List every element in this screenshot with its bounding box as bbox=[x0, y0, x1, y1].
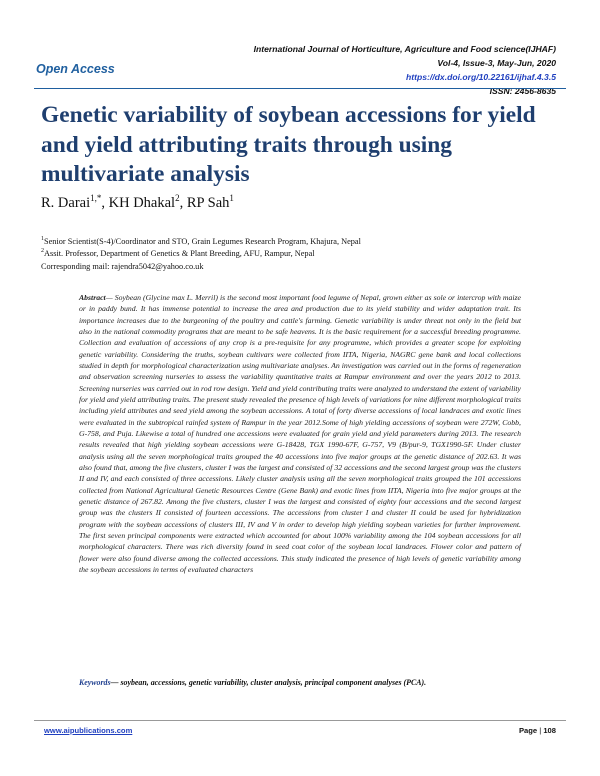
author-affiliation-mark: 1,* bbox=[90, 193, 102, 204]
affiliation: $^2$Assit. Professor, Department of Genetics & Plant Breeding, AFU, Rampur, Nepal bbox=[41, 248, 315, 259]
abstract: Abstract— Soybean (Glycine max L. Merril) is the second most important food legume of Nepal, grown either as sole or intercrop with maize or in paddy bund. It has immense potential to increase the area and production due to its yield stability and wider adaptation trait. Its importance increases due to the burgeoning of the poultry and cattle's farming. Genetic variability is under threat not only in the field but also in the national commodity programs that are meant to be safe heavens. It is the basic requirement for a successful breeding programme. Collection and evaluation of accessions of any crop is a pre-requisite for any programme, which provides a greater scope for exploiting genetic variability. Considering the truths, soybean cultivars were collected from IITA, Nigeria, NAGRC gene bank and local collections studied in depth for morphological characterization using multivariate analyses. An investigation was carried out in the forms of regeneration and observation screening nurseries to assess the variability quantitative traits at Rampur environment and over the years 2012 to 2013. Screening nurseries was carried out in rod row design. Yield and yield contributing traits were analyzed to understand the extent of variability for yield and yield attributing traits. The present study revealed the presence of high levels of variations for nine different morphological traits including yield attributes and seed yield among the soybean accessions. A total of forty diverse accessions of local landraces and exotic lines were evaluated in the subtropical rainfed system of Rampur in the year 2012.Some of high yielding accessions of soybean were 272W, Cobb, G-758, and Puja. Likewise a total of hundred one accessions were evaluated for grain yield and yield parameters during 2013. The research results revealed that high yielding soybean accessions were G-18428, TGX 1990-67F, G-757, V9 (B/pur-9, TGX1990-5F. Under cluster analysis using all the seven morphological traits grouped the 40 accessions into five major groups at the genetic distance of 202.63. It was also found that, among the five clusters, cluster I was the largest and consisted of 32 accessions and the second largest group was the clusters II and IV, and each consisted of three accessions. Likely cluster analysis using all the seven morphological traits grouped the 101 accessions collected from National Agricultural Genetic Resources Centre (Gene Bank) and exotic lines from IITA, Nigeria into five major groups at the genetic distance of 267.82. Among the five clusters, cluster I was the largest and consisted of eighty four accessions and the second largest group was the clusters II consisted of fourteen accessions. The accessions from cluster I and cluster II could be used for hybridization program with the soybean accessions of clusters III, IV and V in order to develop high yielding soybean varieties for further improvement. The first seven principal components were extracted which accounted for about 100% variability among the 104 soybean accessions for all morphological characters. There was rich diversity found in seed coat color of the soybean local landraces. Flower color and pattern of flower were also found diverse among the collected accessions. This study indicated the presence of high levels of genetic variability among the soybean accessions in terms of evaluated characters bbox=[79, 293, 521, 574]
keywords: Keywords— soybean, accessions, genetic variability, cluster analysis, principal component analyses (PCA). bbox=[79, 678, 427, 687]
journal-volume: Vol-4, Issue-3, May-Jun, 2020 bbox=[437, 58, 556, 68]
author-name: R. Darai bbox=[41, 195, 91, 211]
author-affiliation-mark: 1 bbox=[229, 193, 234, 204]
corresponding-email: Corresponding mail: rajendra5042@yahoo.co.uk bbox=[41, 261, 204, 271]
publisher-website-link[interactable]: www.aipublications.com bbox=[44, 726, 133, 735]
abstract-text: Soybean (Glycine max L. Merril) is the second most important food legume of Nepal, grown either as sole or intercrop with maize or in paddy bund. It has immense potential to increase the area and production due to its yield stability and wider adaptation trait. Its importance increases due to the burgeoning of the poultry and cattle's farming. Genetic variability is under threat not only in the field but also in the national commodity programs that are meant to be safe heavens. It is the basic requirement for a successful breeding programme. Collection and evaluation of accessions of any crop is a pre-requisite for any programme, which provides a greater scope for exploiting genetic variability. Considering the truths, soybean cultivars were collected from IITA, Nigeria, NAGRC gene bank and local collections studied in depth for morphological characterization using multivariate analyses. An investigation was carried out in the forms of regeneration and observation screening nurseries to assess the variability quantitative traits at Rampur environment and over the years 2012 to 2013. Screening nurseries was carried out in rod row design. Yield and yield contributing traits were analyzed to understand the extent of variability for yield and yield attributing traits. The present study revealed the presence of high levels of variations for nine different morphological traits including yield attributes and seed yield among the soybean accessions. A total of forty diverse accessions of local landraces and exotic lines were evaluated in the subtropical rainfed system of Rampur in the year 2012.Some of high yielding accessions of soybean were 272W, Cobb, G-758, and Puja. Likewise a total of hundred one accessions were evaluated for grain yield and yield parameters during 2013. The research results revealed that high yielding soybean accessions were G-18428, TGX 1990-67F, G-757, V9 (B/pur-9, TGX1990-5F. Under cluster analysis using all the seven morphological traits grouped the 40 accessions into five major groups at the genetic distance of 202.63. It was also found that, among the five clusters, cluster I was the largest and consisted of 32 accessions and the second largest group was the clusters II and IV, and each consisted of three accessions. Likely cluster analysis using all the seven morphological traits grouped the 101 accessions collected from National Agricultural Genetic Resources Centre (Gene Bank) and exotic lines from IITA, Nigeria into five major groups at the genetic distance of 267.82. Among the five clusters, cluster I was the largest and consisted of eighty four accessions and the second largest group was the clusters II consisted of fourteen accessions. The accessions from cluster I and cluster II could be used for hybridization program with the soybean accessions of clusters III, IV and V in order to develop high yielding soybean varieties for further improvement. The first seven principal components were extracted which accounted for about 100% variability among the 104 soybean accessions for all morphological characters. There was rich diversity found in seed coat color of the soybean local landraces. Flower color and pattern of flower were also found diverse among the collected accessions. This study indicated the presence of high levels of genetic variability among the soybean accessions in terms of evaluated characters bbox=[79, 293, 521, 574]
footer-divider bbox=[34, 720, 566, 721]
open-access-label: Open Access bbox=[36, 62, 115, 76]
issn: ISSN: 2456-8635 bbox=[489, 86, 556, 96]
journal-name: International Journal of Horticulture, Agriculture and Food science(IJHAF) bbox=[253, 44, 556, 54]
author-affiliation-mark: 2 bbox=[175, 193, 180, 204]
affiliations bbox=[41, 236, 361, 273]
header-divider bbox=[34, 88, 566, 89]
page-number: Page | 108 bbox=[518, 726, 556, 735]
paper-title: Genetic variability of soybean accessions for yield and yield attributing traits through using multivariate analysis bbox=[41, 102, 536, 187]
keywords-label: Keywords bbox=[79, 678, 111, 687]
author-list: R. Darai$^{1,*}$, KH Dhakal$^2$, RP Sah$^1$ bbox=[41, 193, 234, 211]
author-name: RP Sah bbox=[186, 195, 230, 211]
author-name: KH Dhakal bbox=[108, 195, 176, 211]
doi-link[interactable]: https://dx.doi.org/10.22161/ijhaf.4.3.5 bbox=[406, 72, 556, 82]
keywords-text: soybean, accessions, genetic variability, cluster analysis, principal component analyses (PCA). bbox=[120, 678, 427, 687]
abstract-label: Abstract bbox=[79, 293, 106, 302]
affiliation: $^1$Senior Scientist(S-4)/Coordinator and STO, Grain Legumes Research Program, Khajura, Nepal bbox=[41, 236, 361, 246]
journal-header bbox=[254, 42, 556, 98]
